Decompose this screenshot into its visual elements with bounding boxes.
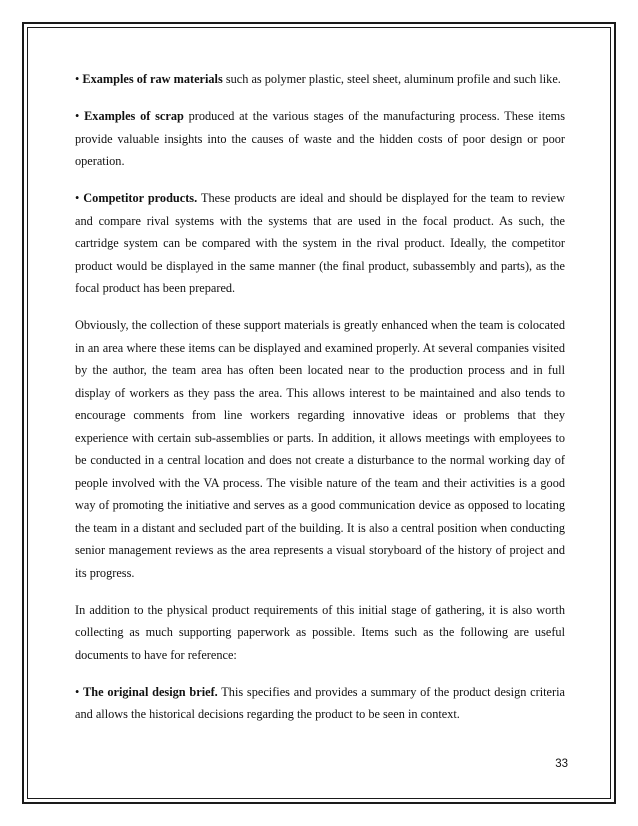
bullet-scrap: • Examples of scrap produced at the various stages of the manufacturing process. These items provide valuable insights into the causes of waste and the hidden costs of poor design or poor operation. bbox=[75, 109, 565, 168]
page-number: 33 bbox=[555, 758, 568, 770]
bullet-raw-materials: • Examples of raw materials such as polymer plastic, steel sheet, aluminum profile and such like. bbox=[75, 72, 561, 86]
bullet-competitor-products: • Competitor products. These products are ideal and should be displayed for the team to review and compare rival systems with the systems that are used in the focal product. As such, the cartridge system can be compared with the system in the rival product. Ideally, the competitor product would be displayed in the same manner (the final product, subassembly and parts), as the focal product has been prepared. bbox=[75, 191, 565, 295]
body-text bbox=[75, 68, 565, 740]
paragraph-paperwork: In addition to the physical product requirements of this initial stage of gathering, it is also worth collecting as much supporting paperwork as possible. Items such as the following are useful documents to have for reference: bbox=[75, 602, 565, 662]
term-scrap: Examples of scrap bbox=[84, 109, 184, 123]
term-raw-materials: Examples of raw materials bbox=[82, 72, 223, 86]
term-competitor-products: Competitor products. bbox=[83, 191, 198, 205]
bullet-design-brief: • The original design brief. This specifies and provides a summary of the product design criteria and allows the historical decisions regarding the product to be seen in context. bbox=[75, 684, 565, 721]
paragraph-colocation: Obviously, the collection of these support materials is greatly enhanced when the team is colocated in an area where these items can be displayed and examined properly. At several companies visited by the author, the team area has often been located near to the production process and in full display of workers as they pass the area. This allows interest to be maintained and also tends to encourage comments from line workers regarding innovative ideas or problems that they experience with certain sub-assemblies or parts. In addition, it allows meetings with employees to be conducted in a central location and does not create a disturbance to the normal working day of people involved with the VA process. The visible nature of the team and their activities is a good way of promoting the initiative and serves as a good communication device as opposed to locating the team in a distant and secluded part of the building. It is also a central position when conducting senior management reviews as the area represents a visual storyboard of the history of project and its progress. bbox=[75, 318, 565, 580]
term-design-brief: The original design brief. bbox=[83, 684, 218, 699]
